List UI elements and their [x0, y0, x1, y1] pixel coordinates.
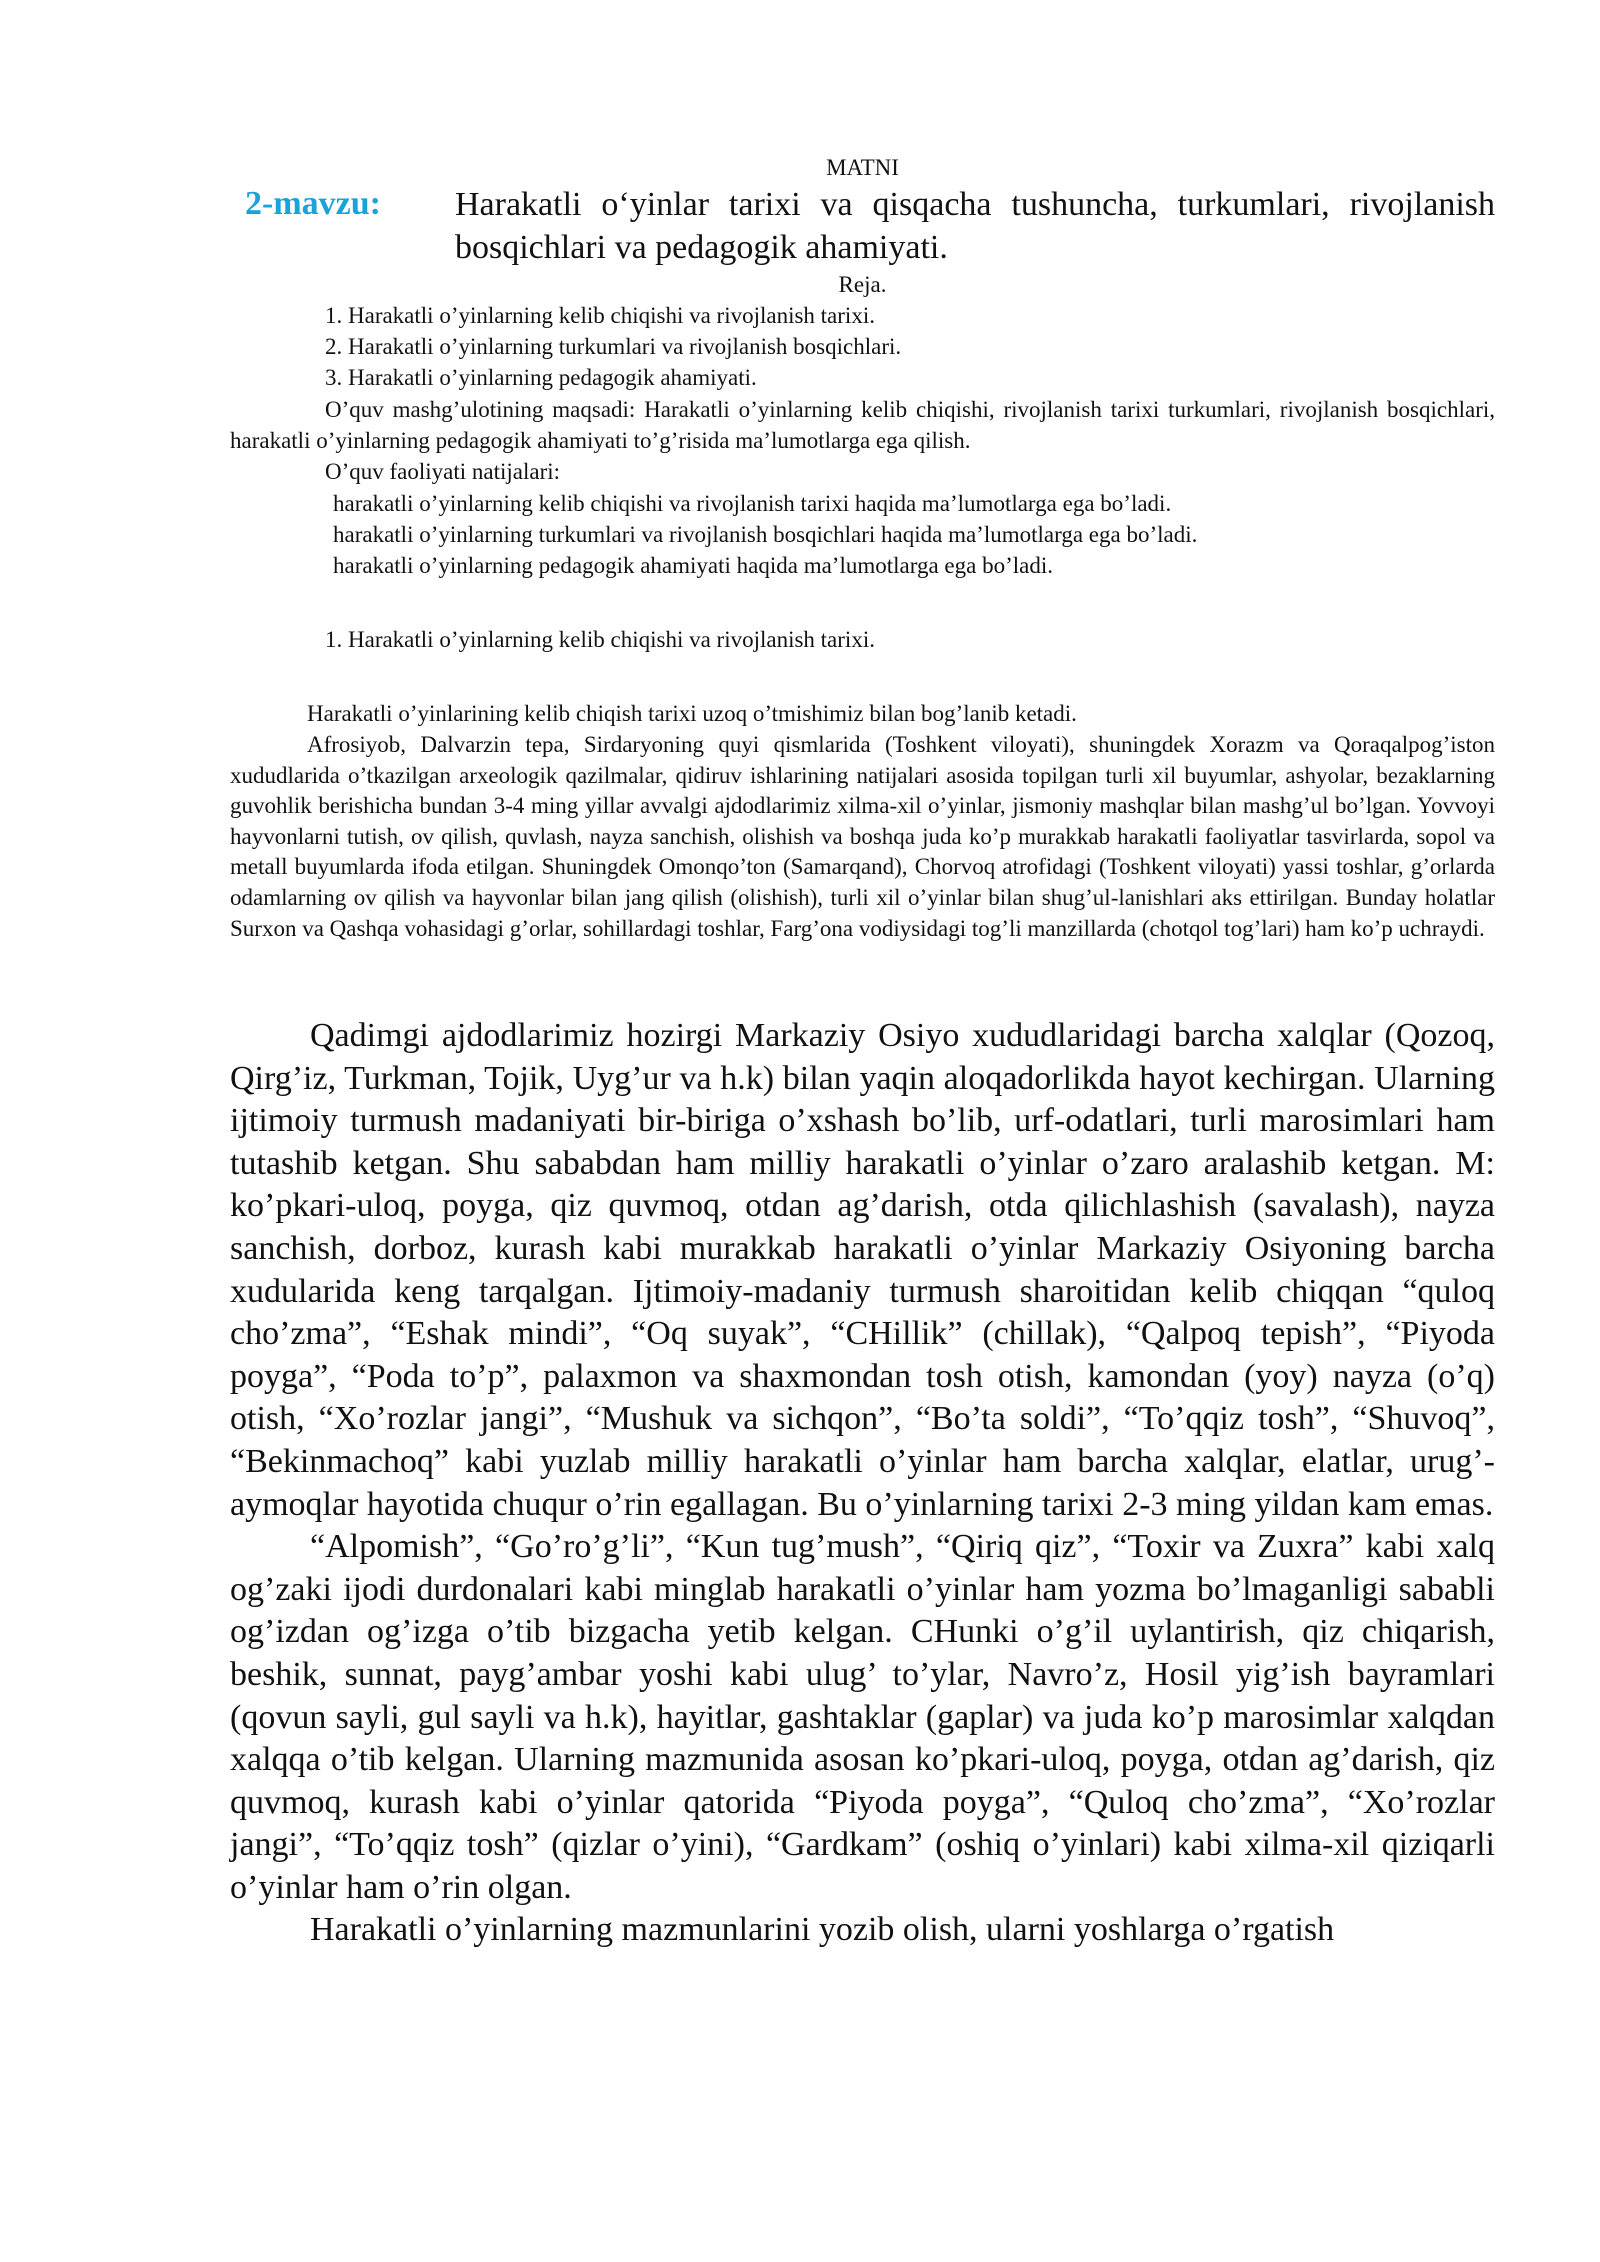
results-heading: O’quv faoliyati natijalari:: [325, 459, 561, 484]
plan-heading: Reja.: [838, 272, 887, 297]
intro-line: Harakatli o’yinlarining kelib chiqish tarixi uzoq o’tmishimiz bilan bog’lanib ketadi.: [307, 701, 1077, 726]
body-paragraph: Harakatli o’yinlarning mazmunlarini yozib olish, ularni yoshlarga o’rgatish: [310, 1911, 1335, 1949]
main-text: [230, 1015, 1495, 1952]
topic-header: [230, 183, 1495, 269]
document-label: MATNI: [826, 155, 899, 180]
history-paragraph: Afrosiyob, Dalvarzin tepa, Sirdaryoning quyi qismlarida (Toshkent viloyati), shuningdek Xorazm va Qoraqalpog’iston xududlarida o’tkazilgan arxeologik qazilmalar, qidiruv ishlarining natijalari asosida topilgan turli xil buyumlar, ashyolar, bezaklarning guvohlik berishicha bundan 3-4 ming yillar avvalgi ajdodlarimiz xilma-xil o’yinlar, jismoniy mashqlar bilan mashg’ul bo’lgan. Yovvoyi hayvonlarni tutish, ov qilish, quvlash, nayza sanchish, olishish va boshqa juda ko’p murakkab harakatli faoliyatlar tasvirlarda, sopol va metall buyumlarda ifoda etilgan. Shuningdek Omonqo’ton (Samarqand), Chorvoq atrofidagi (Toshkent viloyati) yassi toshlar, g’orlarda odamlarning ov qilish va hayvonlar bilan jang qilish (olishish), turli xil o’yinlar bilan shug’ul-lanishlari aks ettirilgan. Bunday holatlar Surxon va Qashqa vohasidagi g’orlar, sohillardagi toshlar, Farg’ona vodiysidagi tog’li manzillarda (chotqol tog’lari) ham ko’p uchraydi.: [230, 732, 1495, 941]
section-heading: 1. Harakatli o’yinlarning kelib chiqishi va rivojlanish tarixi.: [325, 627, 875, 652]
topic-label: 2-mavzu:: [245, 185, 381, 222]
plan-item: 1. Harakatli o’yinlarning kelib chiqishi va rivojlanish tarixi.: [325, 303, 875, 328]
result-item: harakatli o’yinlarning kelib chiqishi va rivojlanish tarixi haqida ma’lumotlarga ega bo’ladi.: [333, 491, 1172, 516]
body-paragraph: Qadimgi ajdodlarimiz hozirgi Markaziy Osiyo xududlaridagi barcha xalqlar (Qozoq, Qirg’iz, Turkman, Tojik, Uyg’ur va h.k) bilan yaqin aloqadorlikda hayot kechirgan. Ularning ijtimoiy turmush madaniyati bir-biriga o’xshash bo’lib, urf-odatlari, turli marosimlari ham tutashib ketgan. Shu sababdan ham milliy harakatli o’yinlar o’zaro aralashib ketgan. M: ko’pkari-uloq, poyga, qiz quvmoq, otdan ag’darish, otda qilichlashish (savalash), nayza sanchish, dorboz, kurash kabi murakkab harakatli o’yinlar Markaziy Osiyoning barcha xudularida keng tarqalgan. Ijtimoiy-madaniy turmush sharoitidan kelib chiqqan “quloq cho’zma”, “Eshak mindi”, “Oq suyak”, “CHillik” (chillak), “Qalpoq tepish”, “Piyoda poyga”, “Poda to’p”, palaxmon va shaxmondan tosh otish, kamondan (yoy) nayza (o’q) otish, “Xo’rozlar jangi”, “Mushuk va sichqon”, “Bo’ta soldi”, “To’qqiz tosh”, “Shuvoq”, “Bekinmachoq” kabi yuzlab milliy harakatli o’yinlar ham barcha xalqlar, elatlar, urug’-aymoqlar hayotida chuqur o’rin egallagan. Bu o’yinlarning tarixi 2-3 ming yildan kam emas.: [230, 1017, 1495, 1523]
result-item: harakatli o’yinlarning turkumlari va rivojlanish bosqichlari haqida ma’lumotlarga ega bo’ladi.: [333, 522, 1198, 547]
goal-paragraph: O’quv mashg’ulotining maqsadi: Harakatli o’yinlarning kelib chiqishi, rivojlanish tarixi turkumlari, rivojlanish bosqichlari, harakatli o’yinlarning pedagogik ahamiyati to’g’risida ma’lumotlarga ega qilish.: [230, 397, 1495, 453]
plan-list: [230, 300, 1590, 393]
plan-item: 2. Harakatli o’yinlarning turkumlari va rivojlanish bosqichlari.: [325, 334, 902, 359]
result-item: harakatli o’yinlarning pedagogik ahamiyati haqida ma’lumotlarga ega bo’ladi.: [333, 553, 1053, 578]
results-list: [230, 488, 1598, 581]
body-paragraph: “Alpomish”, “Go’ro’g’li”, “Kun tug’mush”, “Qiriq qiz”, “Toxir va Zuxra” kabi xalq og’zaki ijodi durdonalari kabi minglab harakatli o’yinlar ham yozma bo’lmaganligi sababli og’izdan og’izga o’tib bizgacha yetib kelgan. CHunki o’g’il uylantirish, qiz chiqarish, beshik, sunnat, payg’ambar yoshi kabi ulug’ to’ylar, Navro’z, Hosil yig’ish bayramlari (qovun sayli, gul sayli va h.k), hayitlar, gashtaklar (gaplar) va juda ko’p marosimlar xalqdan xalqqa o’tib kelgan. Ularning mazmunida asosan ko’pkari-uloq, poyga, otdan ag’darish, qiz quvmoq, kurash kabi o’yinlar qatorida “Piyoda poyga”, “Quloq cho’zma”, “Xo’rozlar jangi”, “To’qqiz tosh” (qizlar o’yini), “Gardkam” (oshiq o’yinlari) kabi xilma-xil qiziqarli o’yinlar ham o’rin olgan.: [230, 1528, 1495, 1906]
topic-title: Harakatli o‘yinlar tarixi va qisqacha tushuncha, turkumlari, rivojlanish bosqichlari va pedagogik ahamiyati.: [455, 186, 1495, 266]
plan-item: 3. Harakatli o’yinlarning pedagogik ahamiyati.: [325, 365, 757, 390]
